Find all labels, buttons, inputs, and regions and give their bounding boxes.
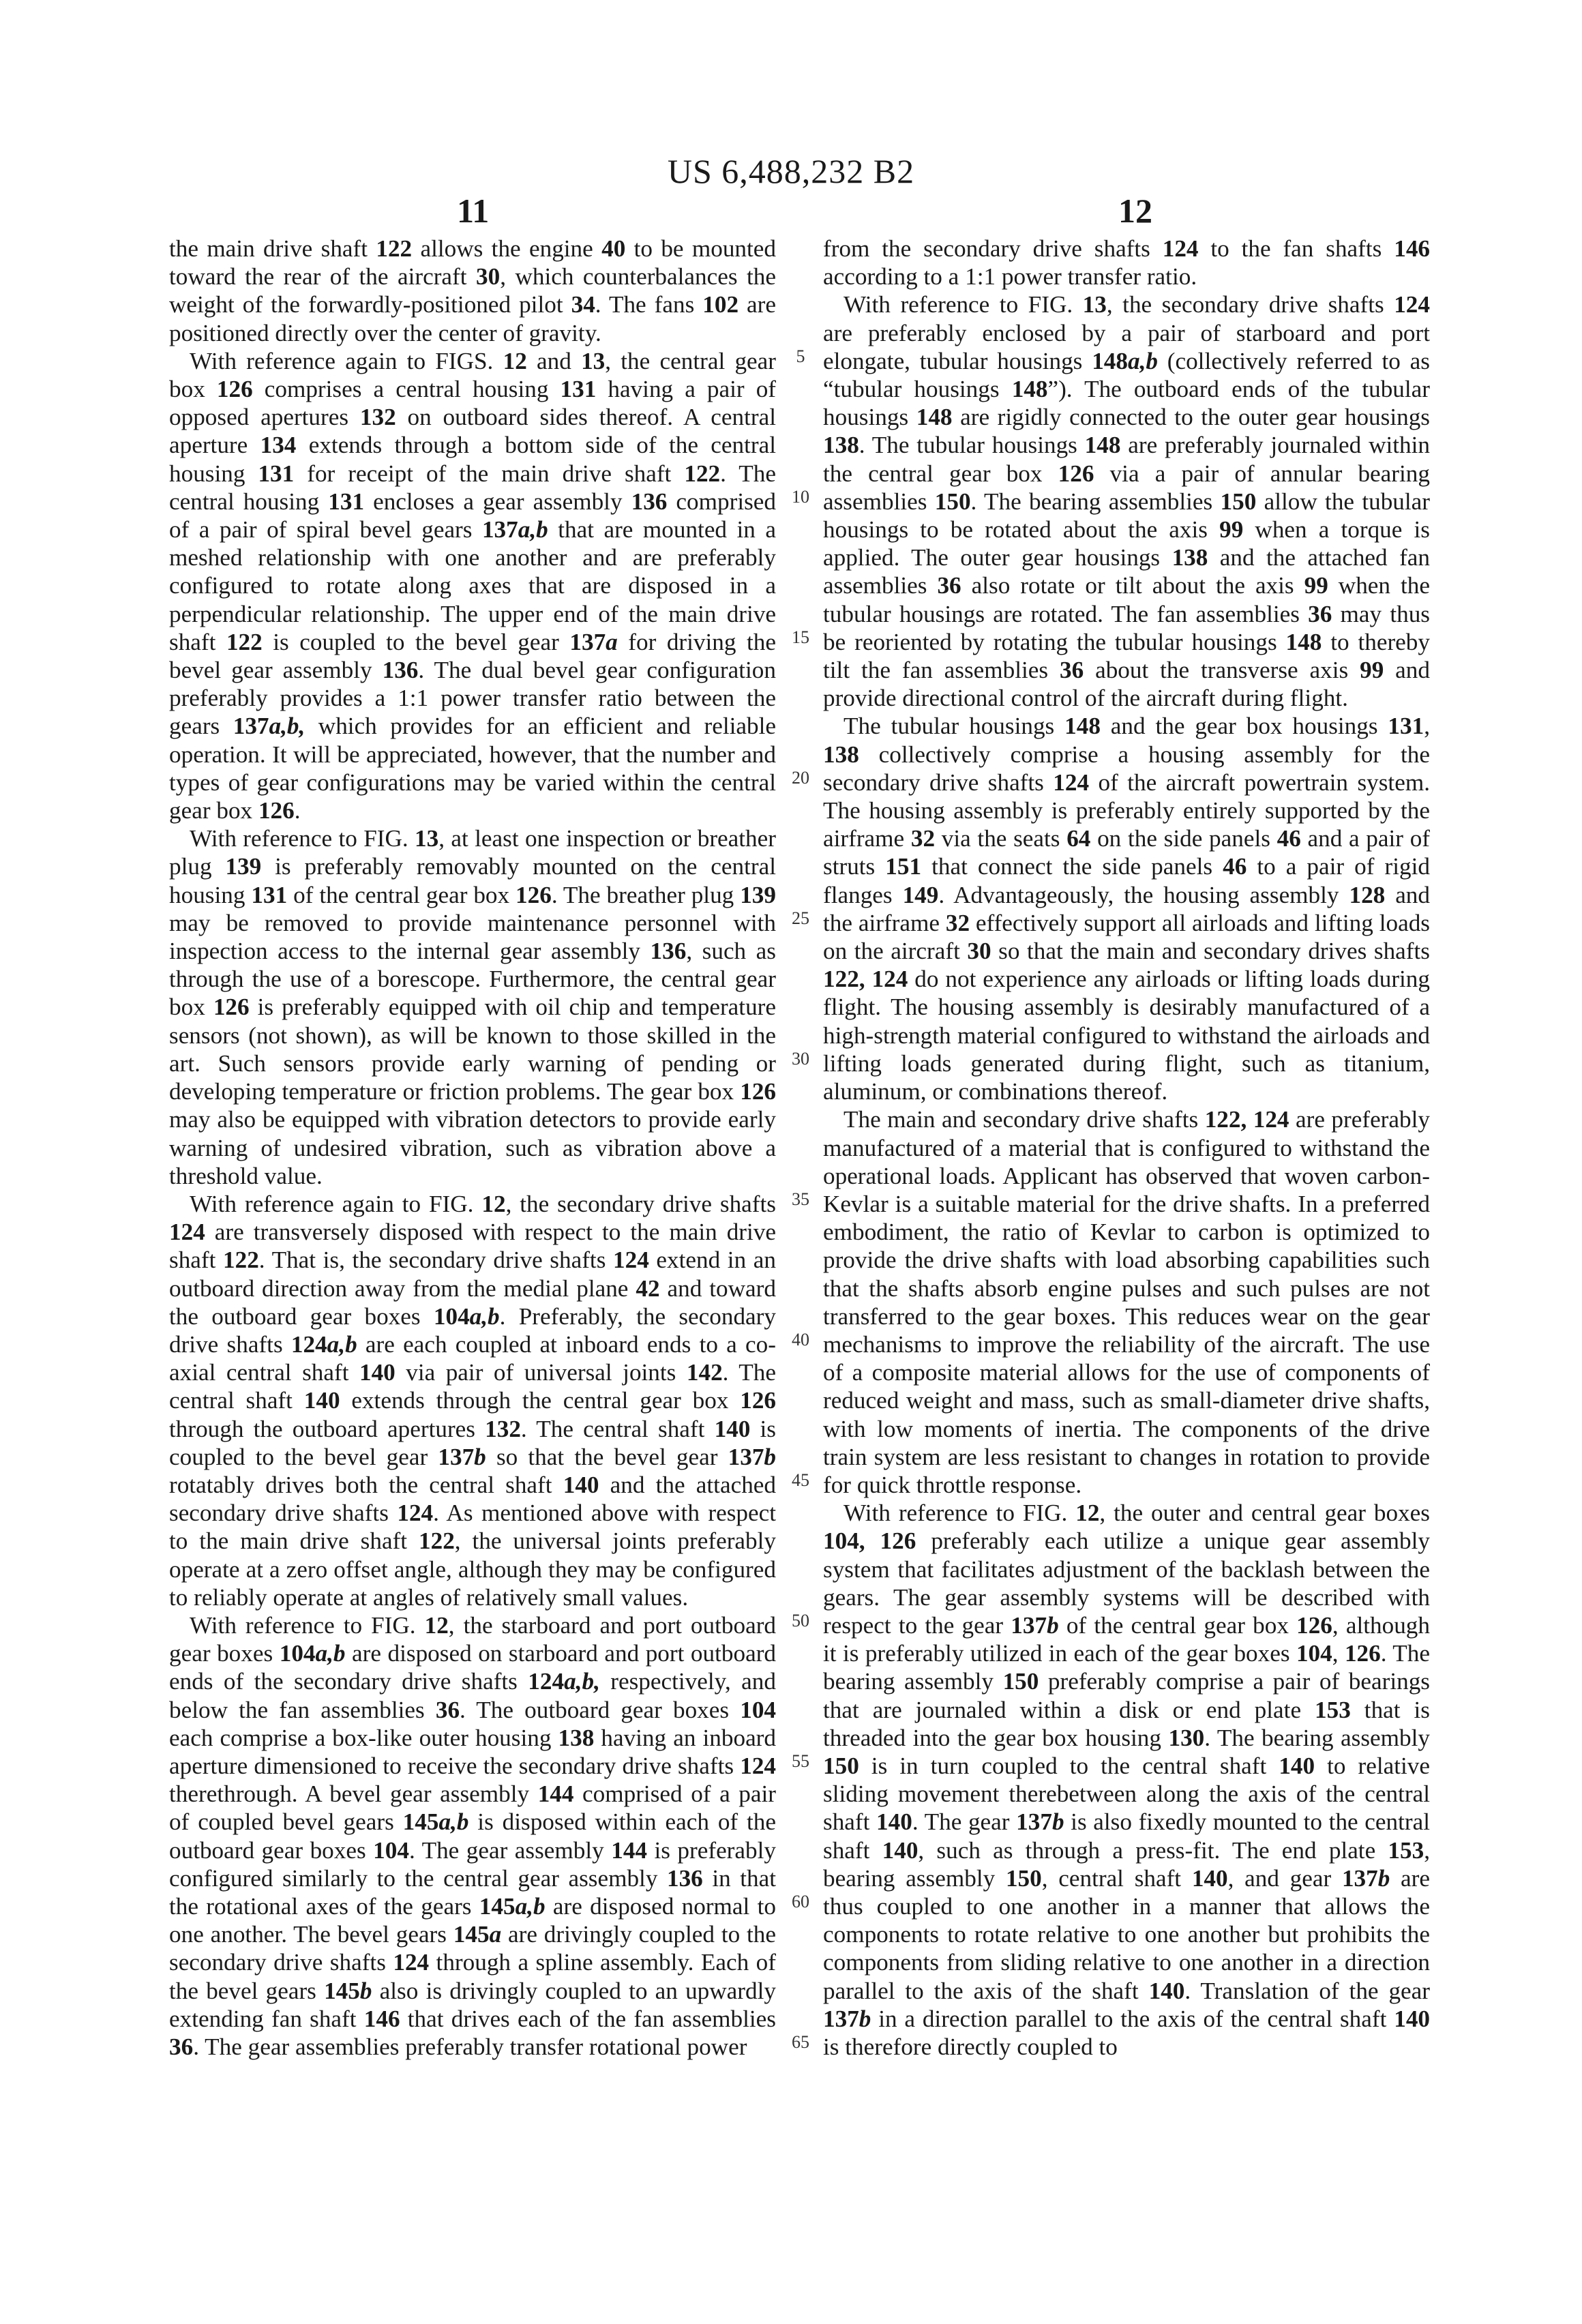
- page-number-right: 12: [1118, 192, 1152, 230]
- left-column: [169, 235, 776, 2061]
- paragraph: the main drive shaft 122 allows the engine 40 to be mounted toward the rear of the aircraft 30, which counterbalances the weight of the forwardly-positioned pilot 34. The fans 102 are positioned directly over the center of gravity.: [169, 235, 776, 346]
- line-numbers: [783, 235, 818, 2158]
- line-number: 65: [792, 2032, 809, 2052]
- line-number: 25: [792, 908, 809, 928]
- paragraph: With reference to FIG. 12, the outer and central gear boxes 104, 126 preferably each utilize a unique gear assembly system that facilitates adjustment of the backlash between the gears. The gear assembly systems will be described with respect to the gear 137b of the central gear box 126, although it is preferably utilized in each of the gear boxes 104, 126. The bearing assembly 150 preferably comprise a pair of bearings that are journaled within a disk or end plate 153 that is threaded into the gear box housing 130. The bearing assembly 150 is in turn coupled to the central shaft 140 to relative sliding movement therebetween along the axis of the central shaft 140. The gear 137b is also fixedly mounted to the central shaft 140, such as through a press-fit. The end plate 153, bearing assembly 150, central shaft 140, and gear 137b are thus coupled to one another in a manner that allows the components to rotate relative to one another but prohibits the components from sliding relative to one another in a direction parallel to the axis of the shaft 140. Translation of the gear 137b in a direction parallel to the axis of the central shaft 140 is therefore directly coupled to: [823, 1500, 1431, 2060]
- patent-number: US 6,488,232 B2: [667, 152, 915, 190]
- line-number: 45: [792, 1470, 809, 1490]
- paragraph: With reference to FIG. 12, the starboard and port outboard gear boxes 104a,b are disposed on starboard and port outboard ends of the secondary drive shafts 124a,b, respectively, and below the fan assemblies 36. The outboard gear boxes 104 each comprise a box-like outer housing 138 having an inboard aperture dimensioned to receive the secondary drive shafts 124 therethrough. A bevel gear assembly 144 comprised of a pair of coupled bevel gears 145a,b is disposed within each of the outboard gear boxes 104. The gear assembly 144 is preferably configured similarly to the central gear assembly 136 in that the rotational axes of the gears 145a,b are disposed normal to one another. The bevel gears 145a are drivingly coupled to the secondary drive shafts 124 through a spline assembly. Each of the bevel gears 145b also is drivingly coupled to an upwardly extending fan shaft 146 that drives each of the fan assemblies 36. The gear assemblies preferably transfer rotational power: [169, 1611, 777, 2060]
- paragraph: With reference to FIG. 13, the secondary drive shafts 124 are preferably enclosed by a pair of starboard and port elongate, tubular housings 148a,b (collectively referred to as “tubular housings 148”). The outboard ends of the tubular housings 148 are rigidly connected to the outer gear housings 138. The tubular housings 148 are preferably journaled within the central gear box 126 via a pair of annular bearing assemblies 150. The bearing assemblies 150 allow the tubular housings to be rotated about the axis 99 when a torque is applied. The outer gear housings 138 and the attached fan assemblies 36 also rotate or tilt about the axis 99 when the tubular housings are rotated. The fan assemblies 36 may thus be reoriented by rotating the tubular housings 148 to thereby tilt the fan assemblies 36 about the transverse axis 99 and provide directional control of the aircraft during flight.: [823, 291, 1431, 712]
- paragraph: With reference to FIG. 13, at least one inspection or breather plug 139 is preferably removably mounted on the central housing 131 of the central gear box 126. The breather plug 139 may be removed to provide maintenance personnel with inspection access to the internal gear assembly 136, such as through the use of a borescope. Furthermore, the central gear box 126 is preferably equipped with oil chip and temperature sensors (not shown), as will be known to those skilled in the art. Such sensors provide early warning of pending or developing temperature or friction problems. The gear box 126 may also be equipped with vibration detectors to provide early warning of undesired vibration, such as vibration above a threshold value.: [169, 825, 777, 1189]
- line-number: 30: [792, 1049, 809, 1069]
- paragraph: The tubular housings 148 and the gear box housings 131, 138 collectively comprise a housing assembly for the secondary drive shafts 124 of the aircraft powertrain system. The housing assembly is preferably entirely supported by the airframe 32 via the seats 64 on the side panels 46 and a pair of struts 151 that connect the side panels 46 to a pair of rigid flanges 149. Advantageously, the housing assembly 128 and the airframe 32 effectively support all airloads and lifting loads on the aircraft 30 so that the main and secondary drives shafts 122, 124 do not experience any airloads or lifting loads during flight. The housing assembly is desirably manufactured of a high-strength material configured to withstand the airloads and lifting loads generated during flight, such as titanium, aluminum, or combinations thereof.: [823, 713, 1431, 1105]
- paragraph: The main and secondary drive shafts 122, 124 are preferably manufactured of a material that is configured to withstand the operational loads. Applicant has observed that woven carbon-Kevlar is a suitable material for the drive shafts. In a preferred embodiment, the ratio of Kevlar to carbon is optimized to provide the drive shafts with load absorbing capabilities such that the shafts absorb engine pulses and such pulses are not transferred to the gear boxes. This reduces wear on the gear mechanisms to improve the reliability of the aircraft. The use of a composite material allows for the use of components of reduced weight and mass, such as small-diameter drive shafts, with low moments of inertia. The components of the drive train system are less resistant to changes in rotation to provide for quick throttle response.: [823, 1106, 1430, 1498]
- line-number: 40: [792, 1330, 809, 1350]
- line-number: 35: [792, 1189, 809, 1209]
- line-number: 50: [792, 1611, 809, 1630]
- line-number: 20: [792, 768, 809, 788]
- paragraph: With reference again to FIG. 12, the secondary drive shafts 124 are transversely disposed with respect to the main drive shaft 122. That is, the secondary drive shafts 124 extend in an outboard direction away from the medial plane 42 and toward the outboard gear boxes 104a,b. Preferably, the secondary drive shafts 124a,b are each coupled at inboard ends to a co-axial central shaft 140 via pair of universal joints 142. The central shaft 140 extends through the central gear box 126 through the outboard apertures 132. The central shaft 140 is coupled to the bevel gear 137b so that the bevel gear 137b rotatably drives both the central shaft 140 and the attached secondary drive shafts 124. As mentioned above with respect to the main drive shaft 122, the universal joints preferably operate at a zero offset angle, although they may be configured to reliably operate at angles of relatively small values.: [169, 1190, 777, 1611]
- line-number: 60: [792, 1892, 809, 1911]
- paragraph: With reference again to FIGS. 12 and 13, the central gear box 126 comprises a central housing 131 having a pair of opposed apertures 132 on outboard sides thereof. A central aperture 134 extends through a bottom side of the central housing 131 for receipt of the main drive shaft 122. The central housing 131 encloses a gear assembly 136 comprised of a pair of spiral bevel gears 137a,b that are mounted in a meshed relationship with one another and are preferably configured to rotate along axes that are disposed in a perpendicular relationship. The upper end of the main drive shaft 122 is coupled to the bevel gear 137a for driving the bevel gear assembly 136. The dual bevel gear configuration preferably provides a 1:1 power transfer ratio between the gears 137a,b, which provides for an efficient and reliable operation. It will be appreciated, however, that the number and types of gear configurations may be varied within the central gear box 126.: [169, 347, 777, 824]
- right-column: [823, 235, 1430, 2061]
- line-number: 5: [796, 346, 805, 366]
- line-number: 55: [792, 1751, 809, 1771]
- paragraph: from the secondary drive shafts 124 to the fan shafts 146 according to a 1:1 power transfer ratio.: [823, 235, 1430, 290]
- line-number: 10: [792, 487, 809, 507]
- line-number: 15: [792, 627, 809, 647]
- page-number-left: 11: [457, 192, 490, 230]
